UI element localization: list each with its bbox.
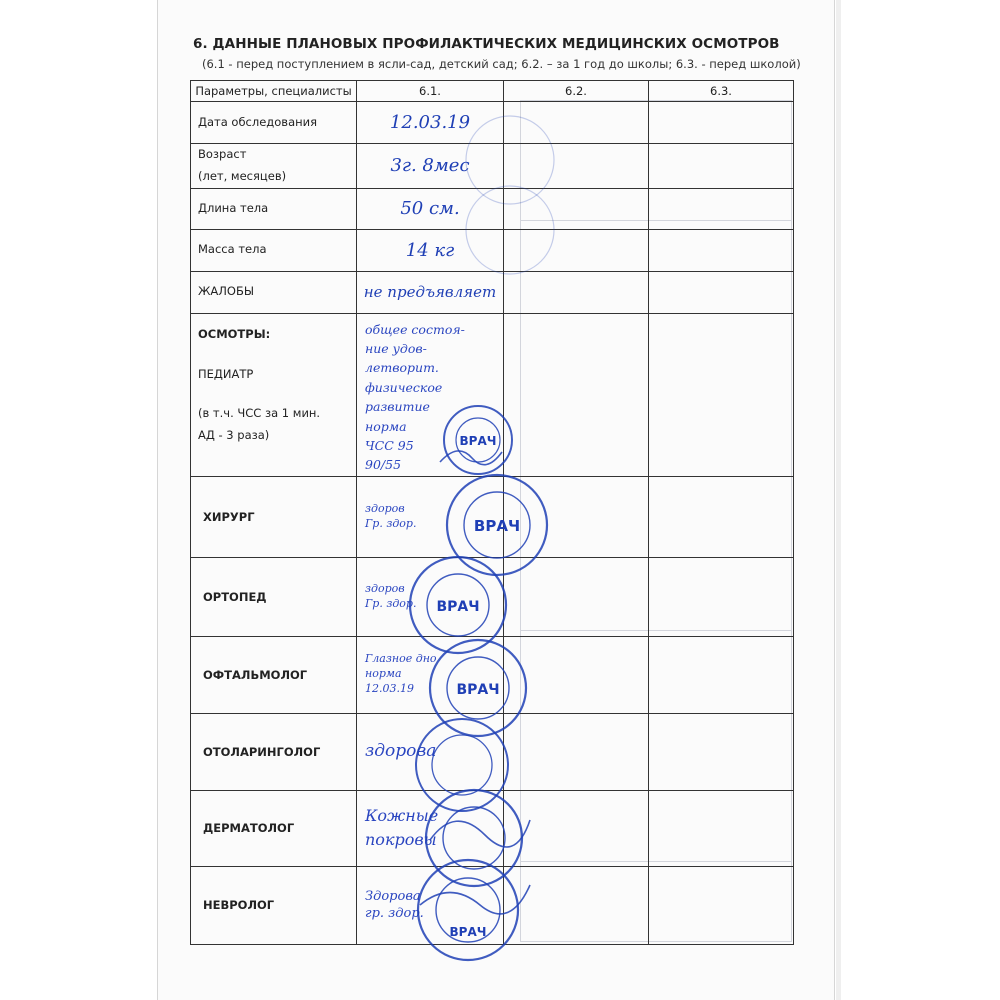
table-row bbox=[191, 636, 794, 713]
label-neurologist: НЕВРОЛОГ bbox=[191, 866, 357, 944]
hw-line: общее состоя- bbox=[365, 321, 465, 337]
value-height: 50 см. bbox=[357, 188, 504, 229]
hw-line: летворит. bbox=[365, 360, 439, 376]
empty-cell bbox=[649, 790, 794, 866]
value-neurologist bbox=[357, 866, 504, 944]
hw-line: покровы bbox=[365, 830, 437, 850]
svg-text:ВРАЧ: ВРАЧ bbox=[449, 925, 487, 939]
form-subtitle: (6.1 - перед поступлением в ясли-сад, детский сад; 6.2. – за 1 год до школы; 6.3. - перед школой) bbox=[202, 57, 801, 71]
table-header-row bbox=[191, 81, 794, 102]
table-row bbox=[191, 866, 794, 944]
label-exams-title: ОСМОТРЫ: bbox=[198, 326, 271, 341]
hw-line: Кожные bbox=[365, 806, 439, 826]
table-row bbox=[191, 713, 794, 790]
hw-line: ние удов- bbox=[365, 341, 427, 357]
hw-line: развитие bbox=[365, 399, 430, 415]
label-orthopedist: ОРТОПЕД bbox=[191, 557, 357, 636]
value-age: 3г. 8мес bbox=[357, 144, 504, 189]
svg-text:ВРАЧ: ВРАЧ bbox=[459, 434, 497, 448]
exam-table bbox=[190, 80, 794, 945]
hw-line: норма bbox=[365, 667, 402, 681]
label-dermatologist: ДЕРМАТОЛОГ bbox=[191, 790, 357, 866]
label-ophthalmologist: ОФТАЛЬМОЛОГ bbox=[191, 636, 357, 713]
hw-line: Глазное дно bbox=[365, 652, 437, 666]
value-complaints: не предъявляет bbox=[357, 271, 504, 313]
label-date: Дата обследования bbox=[191, 102, 357, 144]
empty-cell bbox=[649, 636, 794, 713]
empty-cell bbox=[504, 229, 649, 271]
empty-cell bbox=[504, 144, 649, 189]
hw-line: 12.03.19 bbox=[365, 682, 414, 696]
value-surgeon bbox=[357, 476, 504, 557]
hw-line: здоров bbox=[365, 581, 405, 595]
empty-cell bbox=[649, 102, 794, 144]
header-params: Параметры, специалисты bbox=[191, 81, 357, 102]
label-age-line1: Возраст bbox=[198, 147, 247, 161]
empty-cell bbox=[649, 144, 794, 189]
svg-text:ВРАЧ: ВРАЧ bbox=[473, 517, 521, 535]
hw-line: здоров bbox=[365, 501, 405, 515]
empty-cell bbox=[504, 188, 649, 229]
hw-line: Гр. здор. bbox=[365, 596, 417, 610]
table-row bbox=[191, 313, 794, 476]
empty-cell bbox=[649, 713, 794, 790]
empty-cell bbox=[504, 313, 649, 476]
empty-cell bbox=[504, 636, 649, 713]
empty-cell bbox=[649, 866, 794, 944]
empty-cell bbox=[504, 790, 649, 866]
table-row bbox=[191, 188, 794, 229]
label-exams bbox=[191, 313, 357, 476]
table-row bbox=[191, 102, 794, 144]
value-dermatologist bbox=[357, 790, 504, 866]
header-6-3: 6.3. bbox=[649, 81, 794, 102]
empty-cell bbox=[504, 713, 649, 790]
value-orthopedist bbox=[357, 557, 504, 636]
table-row bbox=[191, 229, 794, 271]
table-row bbox=[191, 144, 794, 189]
empty-cell bbox=[649, 557, 794, 636]
value-pediatrician bbox=[357, 313, 504, 476]
label-pediatrician: ПЕДИАТР bbox=[198, 366, 254, 381]
hw-line: Гр. здор. bbox=[365, 516, 417, 530]
label-complaints: ЖАЛОБЫ bbox=[191, 271, 357, 313]
header-6-1: 6.1. bbox=[357, 81, 504, 102]
hw-line: норма bbox=[365, 418, 407, 434]
table-row bbox=[191, 271, 794, 313]
empty-cell bbox=[649, 313, 794, 476]
form-title: 6. ДАННЫЕ ПЛАНОВЫХ ПРОФИЛАКТИЧЕСКИХ МЕДИЦИНСКИХ ОСМОТРОВ bbox=[193, 36, 780, 52]
label-surgeon: ХИРУРГ bbox=[191, 476, 357, 557]
hw-line: физическое bbox=[365, 379, 443, 395]
svg-text:ВРАЧ: ВРАЧ bbox=[456, 682, 500, 698]
label-pediatrician-note2: АД - 3 раза) bbox=[198, 428, 270, 443]
empty-cell bbox=[649, 271, 794, 313]
svg-text:ВРАЧ: ВРАЧ bbox=[436, 599, 480, 615]
page-edge bbox=[836, 0, 841, 1000]
table-row bbox=[191, 557, 794, 636]
value-ophthalmologist bbox=[357, 636, 504, 713]
hw-line: гр. здор. bbox=[365, 906, 424, 922]
header-6-2: 6.2. bbox=[504, 81, 649, 102]
label-age bbox=[191, 144, 357, 189]
value-otolaryngologist: здорова bbox=[357, 713, 504, 790]
empty-cell bbox=[504, 271, 649, 313]
empty-cell bbox=[504, 102, 649, 144]
hw-line: 90/55 bbox=[365, 457, 402, 473]
value-date: 12.03.19 bbox=[357, 102, 504, 144]
empty-cell bbox=[649, 188, 794, 229]
empty-cell bbox=[504, 557, 649, 636]
empty-cell bbox=[504, 476, 649, 557]
label-otolaryngologist: ОТОЛАРИНГОЛОГ bbox=[191, 713, 357, 790]
label-height: Длина тела bbox=[191, 188, 357, 229]
label-weight: Масса тела bbox=[191, 229, 357, 271]
hw-line: Здорова bbox=[365, 888, 421, 904]
value-weight: 14 кг bbox=[357, 229, 504, 271]
table-row bbox=[191, 476, 794, 557]
table-row bbox=[191, 790, 794, 866]
hw-line: ЧСС 95 bbox=[365, 437, 414, 453]
empty-cell bbox=[649, 476, 794, 557]
empty-cell bbox=[649, 229, 794, 271]
empty-cell bbox=[504, 866, 649, 944]
label-age-line2: (лет, месяцев) bbox=[198, 168, 287, 183]
label-pediatrician-note1: (в т.ч. ЧСС за 1 мин. bbox=[198, 406, 321, 421]
